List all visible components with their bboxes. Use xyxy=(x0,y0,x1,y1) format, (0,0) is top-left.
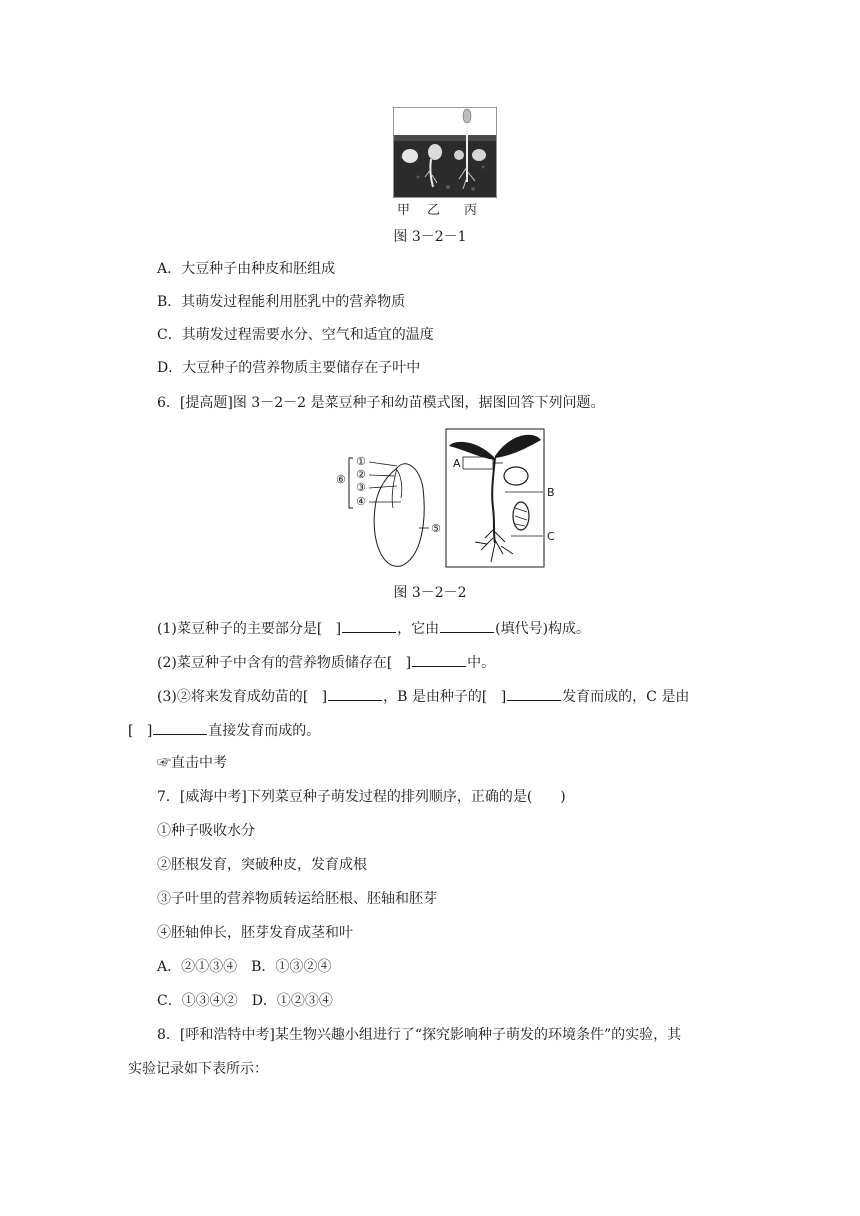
q7-stem: 7．[威海中考]下列菜豆种子萌发过程的排列顺序，正确的是( ) xyxy=(157,789,566,805)
q5-option-b: B．其萌发过程能利用胚乳中的营养物质 xyxy=(157,294,406,310)
bean-seed-seedling-diagram xyxy=(335,428,560,570)
seedling-label-b: B xyxy=(547,486,555,499)
q8-stem-line2: 实验记录如下表所示： xyxy=(128,1061,268,1077)
germination-photo xyxy=(393,107,497,198)
seedling-label-c: C xyxy=(547,530,555,543)
q6-part3: (3)②将来发育成幼苗的[ ] ，B 是由种子的[ ] 发育而成的，C 是由 xyxy=(157,686,689,706)
q7-item-2: ②胚根发育，突破种皮，发育成根 xyxy=(157,857,367,873)
q7-options-ab: A．②①③④ B．①③②④ xyxy=(157,959,332,975)
seed-label-6: ⑥ xyxy=(336,473,346,486)
answer-blank[interactable] xyxy=(153,720,207,735)
label-yi: 乙 xyxy=(427,203,441,218)
q5-option-a: A．大豆种子由种皮和胚组成 xyxy=(157,261,336,277)
figure2-caption: 图 3－2－2 xyxy=(393,585,467,601)
q6-part3-cont: [ ] 直接发育而成的。 xyxy=(128,720,320,740)
label-jia: 甲 xyxy=(397,203,411,218)
figure1-labels xyxy=(393,199,497,218)
answer-blank[interactable] xyxy=(412,652,466,667)
answer-blank[interactable] xyxy=(507,686,561,701)
q8-stem-line1: 8．[呼和浩特中考]某生物兴趣小组进行了“探究影响种子萌发的环境条件”的实验，其 xyxy=(157,1027,682,1043)
seed-label-1: ① xyxy=(356,455,366,468)
answer-blank[interactable] xyxy=(328,686,382,701)
seed-label-2: ② xyxy=(356,468,366,481)
label-bing: 丙 xyxy=(464,203,478,218)
section-title: ☞直击中考 xyxy=(157,755,227,771)
q5-option-c: C．其萌发过程需要水分、空气和适宜的温度 xyxy=(157,327,434,343)
q7-item-3: ③子叶里的营养物质转运给胚根、胚轴和胚芽 xyxy=(157,891,437,907)
answer-blank[interactable] xyxy=(342,618,396,633)
seed-label-5: ⑤ xyxy=(431,522,441,535)
q7-item-1: ①种子吸收水分 xyxy=(157,823,255,839)
figure1-caption: 图 3－2－1 xyxy=(393,229,467,245)
q6-part1: (1)菜豆种子的主要部分是[ ] ，它由 (填代号)构成。 xyxy=(157,618,590,638)
q6-stem: 6．[提高题]图 3－2－2 是菜豆种子和幼苗模式图，据图回答下列问题。 xyxy=(157,395,605,411)
seed-label-4: ④ xyxy=(356,495,366,508)
q6-part2: (2)菜豆种子中含有的营养物质储存在[ ] 中。 xyxy=(157,652,495,672)
q7-item-4: ④胚轴伸长，胚芽发育成茎和叶 xyxy=(157,925,353,941)
answer-blank[interactable] xyxy=(440,618,494,633)
seedling-label-a: A xyxy=(453,457,461,470)
q7-options-cd: C．①③④② D．①②③④ xyxy=(157,993,333,1009)
seed-label-3: ③ xyxy=(356,481,366,494)
q5-option-d: D．大豆种子的营养物质主要储存在子叶中 xyxy=(157,360,421,376)
